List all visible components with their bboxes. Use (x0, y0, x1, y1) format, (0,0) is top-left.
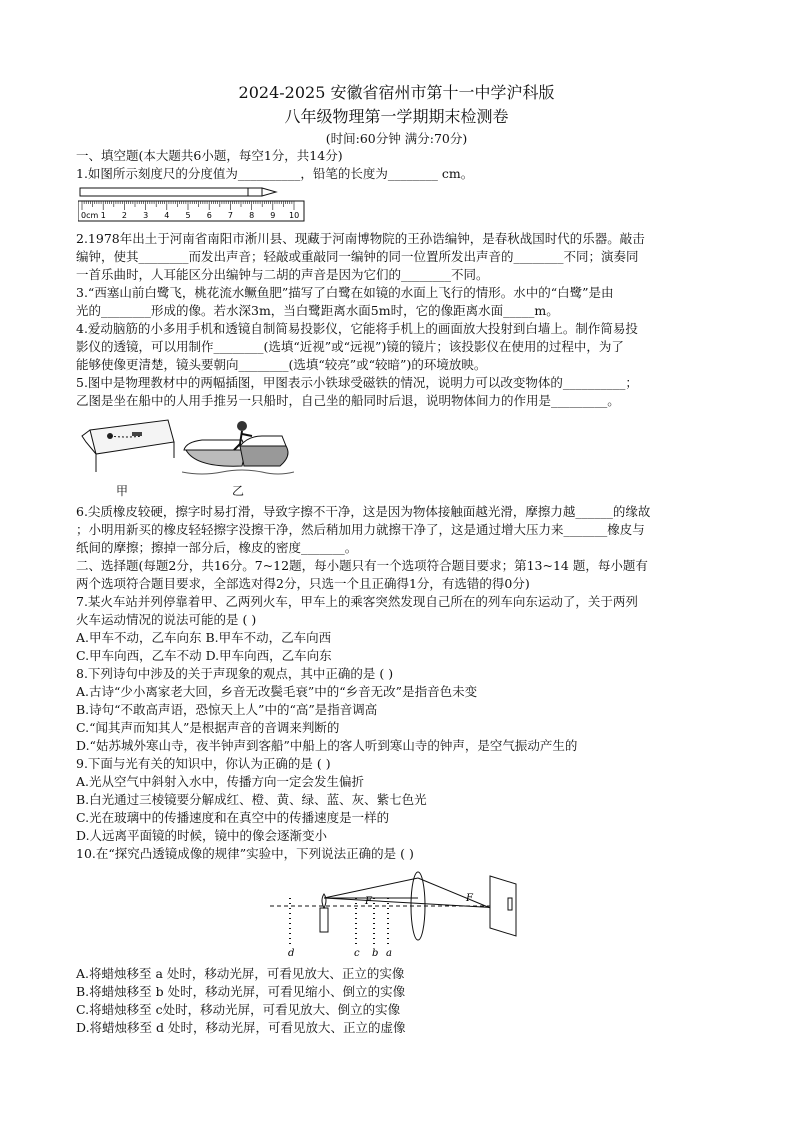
ruler-tick-label: 10 (289, 211, 300, 220)
question-8-stem: 8.下列诗句中涉及的关于声现象的观点，其中正确的是 ( ) (76, 666, 394, 681)
lens-point-label: c (354, 948, 360, 959)
ruler-tick-label: 4 (164, 211, 170, 220)
question-7-options-cd: C.甲车向西，乙车不动 D.甲车向西，乙车向东 (76, 648, 332, 663)
question-2-line-3: 一首乐曲时，人耳能区分出编钟与二胡的声音是因为它们的________不同。 (76, 267, 489, 282)
ruler-zero-label: 0cm (81, 211, 99, 220)
ruler-tick-label: 6 (206, 211, 212, 220)
ruler-tick-label: 8 (249, 211, 255, 220)
focus-right-label: F (466, 893, 473, 904)
exam-subtitle: (时间:60分钟 满分:70分) (325, 131, 468, 146)
ruler-tick-label: 3 (143, 211, 149, 220)
question-7-line-1: 7.某火车站并列停靠着甲、乙两列火车，甲车上的乘客突然发现自己所在的列车向东运动了，关于两列 (76, 594, 638, 609)
question-3-line-2: 光的________形成的像。若水深3m，当白鹭距离水面5m时，它的像距离水面_____m。 (76, 303, 559, 318)
question-10-option-c: C.将蜡烛移至 c处时，移动光屏，可看见放大、倒立的实像 (76, 1002, 401, 1017)
question-6-line-1: 6.尖质橡皮较硬，擦字时易打滑，导致字擦不干净，这是因为物体接触面越光滑，摩擦力越______的缘故 (76, 504, 651, 519)
question-10-option-d: D.将蜡烛移至 d 处时，移动光屏，可看见放大、正立的虚像 (76, 1020, 406, 1035)
pencil-drawing (80, 188, 276, 196)
question-10-option-b: B.将蜡烛移至 b 处时，移动光屏，可看见缩小、倒立的实像 (76, 984, 406, 999)
question-4-line-3: 能够使像更清楚，镜头要朝向________(选填“较亮”或“较暗”)的环境放映。 (76, 357, 487, 372)
convex-lens-figure (270, 868, 530, 964)
exam-title-line-2: 八年级物理第一学期期末检测卷 (284, 107, 509, 126)
ruler-tick-label: 5 (185, 211, 191, 220)
question-10-option-a: A.将蜡烛移至 a 处时，移动光屏，可看见放大、正立的实像 (76, 966, 405, 981)
boats-figure (182, 416, 294, 498)
ruler-tick-label: 1 (100, 211, 106, 220)
question-8-option-a: A.古诗“少小离家老大回，乡音无改鬓毛衰”中的“乡音无改”是指音色未变 (76, 684, 478, 699)
question-7-options-ab: A.甲车不动，乙车向东 B.甲车不动，乙车向西 (76, 630, 332, 645)
section-2-heading-line-2: 两个选项符合题目要求，全部选对得2分，只选一个且正确得1分，有选错的得0分) (76, 576, 530, 591)
question-8-option-d: D.“姑苏城外寒山寺，夜半钟声到客船”中船上的客人听到寒山寺的钟声，是空气振动产生的 (76, 738, 578, 753)
section-1-heading: 一、填空题(本大题共6小题，每空1分，共14分) (76, 148, 343, 163)
question-8-option-c: C.“闻其声而知其人”是根据声音的音调来判断的 (76, 720, 340, 735)
question-3-line-1: 3.“西塞山前白鹭飞，桃花流水鳜鱼肥”描写了白鹭在如镜的水面上飞行的情形。水中的“白鹭”是由 (76, 285, 614, 300)
ruler-tick-label: 2 (121, 211, 127, 220)
section-2-heading-line-1: 二、选择题(每题2分，共16分。7~12题，每小题只有一个选项符合题目要求；第13~14 题，每小题有 (76, 558, 648, 573)
candle-body (320, 908, 328, 932)
candle-flame (322, 894, 326, 908)
question-6-line-3: 纸间的摩擦；擦掉一部分后，橡皮的密度_______。 (76, 540, 358, 555)
question-9-option-a: A.光从空气中斜射入水中，传播方向一定会发生偏折 (76, 774, 365, 789)
exam-title-line-1: 2024-2025 安徽省宿州市第十一中学沪科版 (238, 83, 555, 102)
magnet-ball-figure (76, 412, 176, 498)
question-6-line-2: ；小明用新买的橡皮轻轻擦字没擦干净，然后稍加用力就擦干净了，这是通过增大压力来_______橡皮与 (76, 522, 645, 537)
focus-left-label: F (365, 896, 372, 907)
question-9-stem: 9.下面与光有关的知识中，你认为正确的是 ( ) (76, 756, 331, 771)
question-1: 1.如图所示刻度尺的分度值为__________，铅笔的长度为________ cm。 (76, 166, 474, 181)
question-7-line-2: 火车运动情况的说法可能的是 ( ) (76, 612, 257, 627)
question-8-option-b: B.诗句“不敢高声语，恐惊天上人”中的“高”是指音调高 (76, 702, 378, 717)
ruler-figure (78, 184, 308, 224)
lens-point-label: b (372, 948, 379, 959)
figure-b-label: 乙 (232, 484, 245, 498)
question-10-stem: 10.在“探究凸透镜成像的规律”实验中，下列说法正确的是 ( ) (76, 846, 414, 861)
lens-point-label: a (386, 948, 392, 959)
question-5-line-2: 乙图是坐在船中的人用手推另一只船时，自己坐的船同时后退，说明物体间力的作用是_________。 (76, 393, 620, 408)
ruler-tick-label: 7 (227, 211, 233, 220)
question-9-option-d: D.人远离平面镜的时候，镜中的像会逐渐变小 (76, 828, 328, 843)
question-2-line-2: 编钟，使其________而发出声音；轻敲或重敲同一编钟的同一位置所发出声音的________不同；演奏同 (76, 249, 639, 264)
question-5-line-1: 5.图中是物理教材中的两幅插图，甲图表示小铁球受磁铁的情况，说明力可以改变物体的__________； (76, 375, 638, 390)
ruler-tick-label: 9 (270, 211, 276, 220)
question-4-line-2: 影仪的透镜，可以用制作________(选填“近视”或“远视”)镜的镜片；该投影仪在使用的过程中，为了 (76, 339, 624, 354)
question-4-line-1: 4.爱动脑筋的小多用手机和透镜自制简易投影仪，它能将手机上的画面放大投射到白墙上。制作简易投 (76, 321, 638, 336)
figure-a-label: 甲 (116, 484, 129, 498)
lens-point-label: d (288, 948, 295, 959)
question-2-line-1: 2.1978年出土于河南省南阳市淅川县、现藏于河南博物院的王孙诰编钟，是春秋战国时代的乐器。敲击 (76, 231, 645, 246)
question-9-option-b: B.白光通过三棱镜要分解成红、橙、黄、绿、蓝、灰、紫七色光 (76, 792, 427, 807)
question-9-option-c: C.光在玻璃中的传播速度和在真空中的传播速度是一样的 (76, 810, 390, 825)
